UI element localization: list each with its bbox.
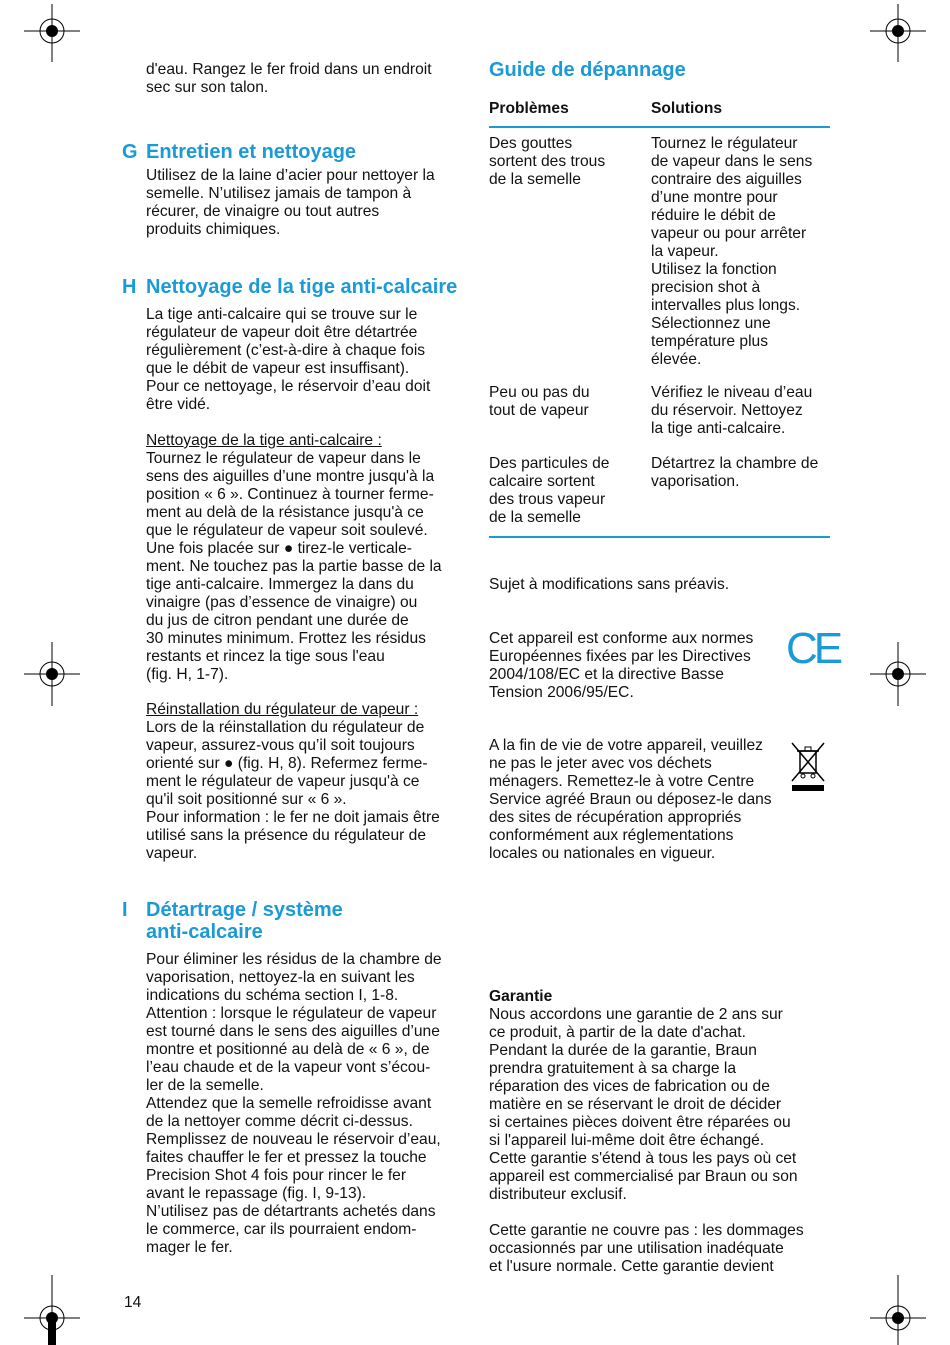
registration-mark-icon	[20, 1275, 84, 1345]
subsection-title-reinstall: Réinstallation du régulateur de vapeur :	[146, 701, 419, 718]
warranty-text-continued: Cette garantie ne couvre pas : les dommages occasionnés par une utilisation inadéquate et l'usure normale. Cette garantie devient	[489, 1222, 804, 1275]
weee-disposal-text: A la fin de vie de votre appareil, veuillez ne pas le jeter avec vos déchets ménagers. Remettez-le à votre Centre Service agréé Braun ou déposez-le dans des sites de récupération appropriés conformément aux réglementations locales ou nationales en vigueur.	[489, 737, 772, 862]
table-cell-problem: Des particules de calcaire sortent des trous vapeur de la semelle	[489, 455, 610, 526]
section-title-h: Nettoyage de la tige anti-calcaire	[146, 276, 458, 298]
section-text-g: Utilisez de la laine d’acier pour nettoyer la semelle. N’utilisez jamais de tampon à récurer, de vinaigre ou tout autres produits chimiques.	[146, 167, 435, 238]
section-text-h: La tige anti-calcaire qui se trouve sur le régulateur de vapeur doit être détartrée régulièrement (c’est-à-dire à chaque fois que le débit de vapeur est insuffisant). Pour ce nettoyage, le réservoir d’eau doit être vidé.	[146, 306, 431, 413]
table-header-rule	[489, 126, 830, 128]
intro-text: d'eau. Rangez le fer froid dans un endroit sec sur son talon.	[146, 61, 432, 96]
registration-mark-icon	[866, 642, 930, 706]
table-cell-problem: Peu ou pas du tout de vapeur	[489, 384, 590, 419]
section-text-i: Pour éliminer les résidus de la chambre de vaporisation, nettoyez-la en suivant les indications du schéma section I, 1-8. Attention : lorsque le régulateur de vapeur est tourné dans le sens des aiguilles d’une montre et positionné au delà de « 6 », de l’eau chaude et de la vapeur vont s’écou- ler de la semelle. Attendez que la semelle refroidisse avant de la nettoyer comme décrit ci-dessus. Remplissez de nouveau le réservoir d’eau, faites chauffer le fer et pressez la touche Precision Shot 4 fois pour rincer le fer avant le repassage (fig. I, 9-13). N’utilisez pas de détartrants achetés dans le commerce, car ils pourraient endom- mager le fer.	[146, 951, 442, 1256]
table-cell-solution: Vérifiez le niveau d’eau du réservoir. Nettoyez la tige anti-calcaire.	[651, 384, 813, 437]
section-letter-g: G	[122, 141, 138, 163]
crossed-out-bin-icon	[790, 741, 826, 793]
section-title-i: Détartrage / système anti-calcaire	[146, 899, 343, 943]
registration-mark-icon	[866, 1275, 930, 1345]
section-letter-i: I	[122, 899, 128, 921]
guide-title: Guide de dépannage	[489, 59, 686, 81]
ce-mark-logo	[786, 624, 840, 673]
warranty-title: Garantie	[489, 988, 553, 1005]
table-cell-solution: Détartrez la chambre de vaporisation.	[651, 455, 819, 490]
ce-conformity-text: Cet appareil est conforme aux normes Européennes fixées par les Directives 2004/108/EC et la directive Basse Tension 2006/95/EC.	[489, 630, 754, 701]
registration-mark-icon	[20, 642, 84, 706]
subsection-text-reinstall: Lors de la réinstallation du régulateur de vapeur, assurez-vous qu’il soit toujours orienté sur ● (fig. H, 8). Refermez ferme- ment le régulateur de vapeur jusqu'à ce qu'il soit positionné sur « 6 ». Pour information : le fer ne doit jamais être utilisé sans la présence du régulateur de vapeur.	[146, 719, 440, 862]
ce-mark-icon: CE	[786, 624, 840, 673]
subsection-title-cleaning: Nettoyage de la tige anti-calcaire :	[146, 432, 382, 449]
notice-text: Sujet à modifications sans préavis.	[489, 576, 730, 593]
table-bottom-rule	[489, 536, 830, 538]
table-header-solutions: Solutions	[651, 100, 723, 117]
table-cell-solution: Tournez le régulateur de vapeur dans le sens contraire des aiguilles d’une montre pour réduire le débit de vapeur ou pour arrêter la vapeur. Utilisez la fonction precision shot à intervalles plus longs. Sélectionnez une température plus élevée.	[651, 135, 813, 368]
section-letter-h: H	[122, 276, 137, 298]
registration-mark-icon	[20, 4, 84, 62]
page-number: 14	[124, 1294, 142, 1311]
registration-mark-icon	[866, 4, 930, 62]
section-title-g: Entretien et nettoyage	[146, 141, 357, 163]
table-cell-problem: Des gouttes sortent des trous de la semelle	[489, 135, 606, 188]
subsection-text-cleaning: Tournez le régulateur de vapeur dans le sens des aiguilles d’une montre jusqu'à la position « 6 ». Continuez à tourner ferme- ment au delà de la résistance jusqu'à ce que le régulateur de vapeur soit soulevé. Une fois placée sur ● tirez-le verticale- ment. Ne touchez pas la partie basse de la tige anti-calcaire. Immergez la dans du vinaigre (pas d’essence de vinaigre) ou du jus de citron pendant une durée de 30 minutes minimum. Frottez les résidus restants et rincez la tige sous l'eau (fig. H, 1-7).	[146, 450, 442, 683]
warranty-text: Nous accordons une garantie de 2 ans sur ce produit, à partir de la date d'achat. Pendant la durée de la garantie, Braun prendra gratuitement à sa charge la réparation des vices de fabrication ou de matière en se réservant le droit de décider si certaines pièces doivent être réparées ou si l'appareil lui-même doit être échangé. Cette garantie s'étend à tous les pays où cet appareil est commercialisé par Braun ou son distributeur exclusif.	[489, 1006, 798, 1203]
table-header-problems: Problèmes	[489, 100, 569, 117]
